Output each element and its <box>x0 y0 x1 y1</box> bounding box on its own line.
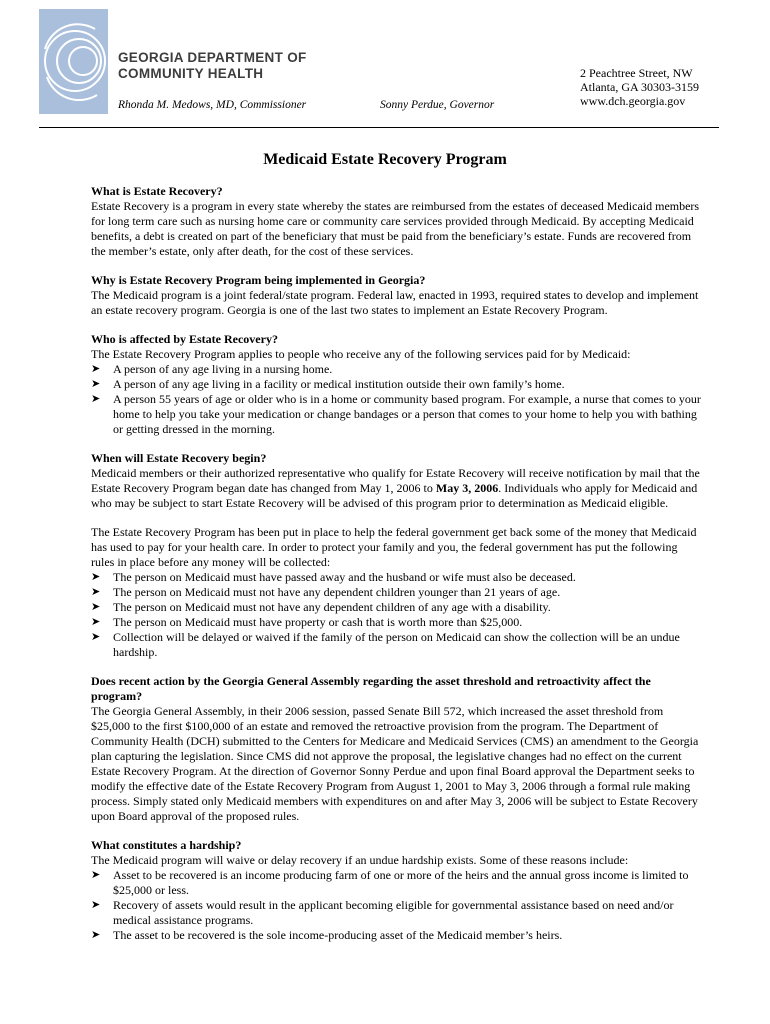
section-text-part: . Individuals who apply for Medicaid and who may be subject to start Estate Recovery will be advised of this program prior to determination as Medicaid eligible. <box>91 481 698 510</box>
section-when <box>91 451 702 511</box>
section-text: The Estate Recovery Program has been put in place to help the federal government get back some of the money that Medicaid has used to pay for your health care. In order to protect your family and you, the federal government has put the following rules in place before any money will be collected: <box>91 525 697 569</box>
section-text: Estate Recovery is a program in every state whereby the states are reimbursed from the estates of deceased Medicaid members for long term care such as nursing home care or community care services provided through Medicaid. By accepting Medicaid benefits, a debt is created on part of the beneficiary that must be paid from the beneficiary’s estate. Funds are recovered from the member’s estate, only after death, for the cost of these services. <box>91 199 700 258</box>
start-date: May 3, 2006 <box>435 481 499 495</box>
list-item <box>91 630 702 660</box>
list-item <box>91 570 702 585</box>
section-text <box>91 466 702 511</box>
section-why <box>91 273 702 318</box>
address-city: Atlanta, GA 30303-3159 <box>580 80 699 94</box>
section-text: The Medicaid program is a joint federal/state program. Federal law, enacted in 1993, required states to develop and implement an estate recovery program. Georgia is one of the last two states to implement an Estate Recovery Program. <box>91 288 699 317</box>
org-name <box>118 50 307 82</box>
list-item-text: A person 55 years of age or older who is in a home or community based program. For example, a nurse that comes to your home to help you take your medication or change bandages or a person that comes to your home to help you with bathing or getting dressed in the morning. <box>113 392 701 436</box>
section-heading: When will Estate Recovery begin? <box>91 451 267 465</box>
logo-arcs-icon <box>39 9 108 114</box>
section-text-part: Medicaid members or their authorized representative who qualify for Estate Recovery will receive notification by mail that the Estate Recovery Program began date has changed from May 1, 2006 to <box>91 466 700 495</box>
section-what <box>91 184 702 259</box>
section-heading: What is Estate Recovery? <box>91 184 223 198</box>
section-heading: Why is Estate Recovery Program being implemented in Georgia? <box>91 273 426 287</box>
arrow-bullet-icon: ➤ <box>91 363 101 375</box>
list-item <box>91 585 702 600</box>
address-street: 2 Peachtree Street, NW <box>580 66 693 80</box>
document-title: Medicaid Estate Recovery Program <box>263 151 507 168</box>
list-item-text: The person on Medicaid must not have any dependent children of any age with a disability. <box>113 600 551 614</box>
list-item <box>91 868 702 898</box>
list-item-text: A person of any age living in a nursing home. <box>113 362 333 376</box>
section-heading: Who is affected by Estate Recovery? <box>91 332 278 346</box>
section-text: The Georgia General Assembly, in their 2006 session, passed Senate Bill 572, which increased the asset threshold from $25,000 to the first $100,000 of an estate and removed the retroactive provision from the program. The Department of Community Health (DCH) submitted to the Centers for Medicare and Medicaid Services (CMS) an amendment to the Georgia plan capturing the legislation. Since CMS did not approve the proposal, the legislative changes had no effect on the current Estate Recovery Program. At the direction of Governor Sonny Perdue and upon final Board approval the Department seeks to modify the effective date of the Estate Recovery Program from August 1, 2001 to May 3, 2006 through a formal rule making process. Simply stated only Medicaid members with expenditures on and after May 3, 2006 will be subject to Estate Recovery upon Board approval of the proposed rules. <box>91 704 699 823</box>
list-item-text: Asset to be recovered is an income producing farm of one or more of the heirs and the annual gross income is limited to $25,000 or less. <box>113 868 689 897</box>
section-who <box>91 332 702 437</box>
list-item <box>91 392 702 437</box>
commissioner-name: Rhonda M. Medows, MD, Commissioner <box>118 99 307 111</box>
arrow-bullet-icon: ➤ <box>91 378 101 390</box>
list-item-text: Collection will be delayed or waived if the family of the person on Medicaid can show the collection will be an undue hardship. <box>113 630 680 659</box>
bullet-list <box>91 868 702 943</box>
section-rules <box>91 525 702 660</box>
governor-name: Sonny Perdue, Governor <box>380 99 495 111</box>
list-item-text: The person on Medicaid must have property or cash that is worth more than $25,000. <box>113 615 523 629</box>
section-text: The Estate Recovery Program applies to people who receive any of the following services paid for by Medicaid: <box>91 347 631 361</box>
arrow-bullet-icon: ➤ <box>91 601 101 613</box>
section-text: The Medicaid program will waive or delay recovery if an undue hardship exists. Some of these reasons include: <box>91 853 629 867</box>
list-item <box>91 377 702 392</box>
bullet-list <box>91 362 702 437</box>
arrow-bullet-icon: ➤ <box>91 586 101 598</box>
list-item <box>91 362 702 377</box>
header-divider <box>39 127 719 128</box>
list-item-text: A person of any age living in a facility or medical institution outside their own family’s home. <box>113 377 565 391</box>
list-item-text: The person on Medicaid must not have any dependent children younger than 21 years of age. <box>113 585 561 599</box>
address-website: www.dch.georgia.gov <box>580 94 686 108</box>
section-assembly <box>91 674 702 824</box>
section-heading: Does recent action by the Georgia General Assembly regarding the asset threshold and retroactivity affect the program? <box>91 674 651 703</box>
arrow-bullet-icon: ➤ <box>91 631 101 643</box>
arrow-bullet-icon: ➤ <box>91 571 101 583</box>
document-body <box>91 184 702 957</box>
list-item <box>91 898 702 928</box>
org-name-line2: COMMUNITY HEALTH <box>118 66 264 81</box>
list-item-text: The asset to be recovered is the sole income-producing asset of the Medicaid member’s heirs. <box>113 928 563 942</box>
bullet-list <box>91 570 702 660</box>
arrow-bullet-icon: ➤ <box>91 929 101 941</box>
section-hardship <box>91 838 702 943</box>
section-heading: What constitutes a hardship? <box>91 838 242 852</box>
arrow-bullet-icon: ➤ <box>91 616 101 628</box>
arrow-bullet-icon: ➤ <box>91 393 101 405</box>
arrow-bullet-icon: ➤ <box>91 869 101 881</box>
org-name-line1: GEORGIA DEPARTMENT OF <box>118 50 307 65</box>
list-item <box>91 928 702 943</box>
dch-logo <box>39 9 108 114</box>
list-item <box>91 600 702 615</box>
list-item-text: Recovery of assets would result in the applicant becoming eligible for governmental assistance based on need and/or medical assistance programs. <box>113 898 674 927</box>
list-item-text: The person on Medicaid must have passed away and the husband or wife must also be deceased. <box>113 570 576 584</box>
list-item <box>91 615 702 630</box>
arrow-bullet-icon: ➤ <box>91 899 101 911</box>
address-block <box>580 66 699 108</box>
